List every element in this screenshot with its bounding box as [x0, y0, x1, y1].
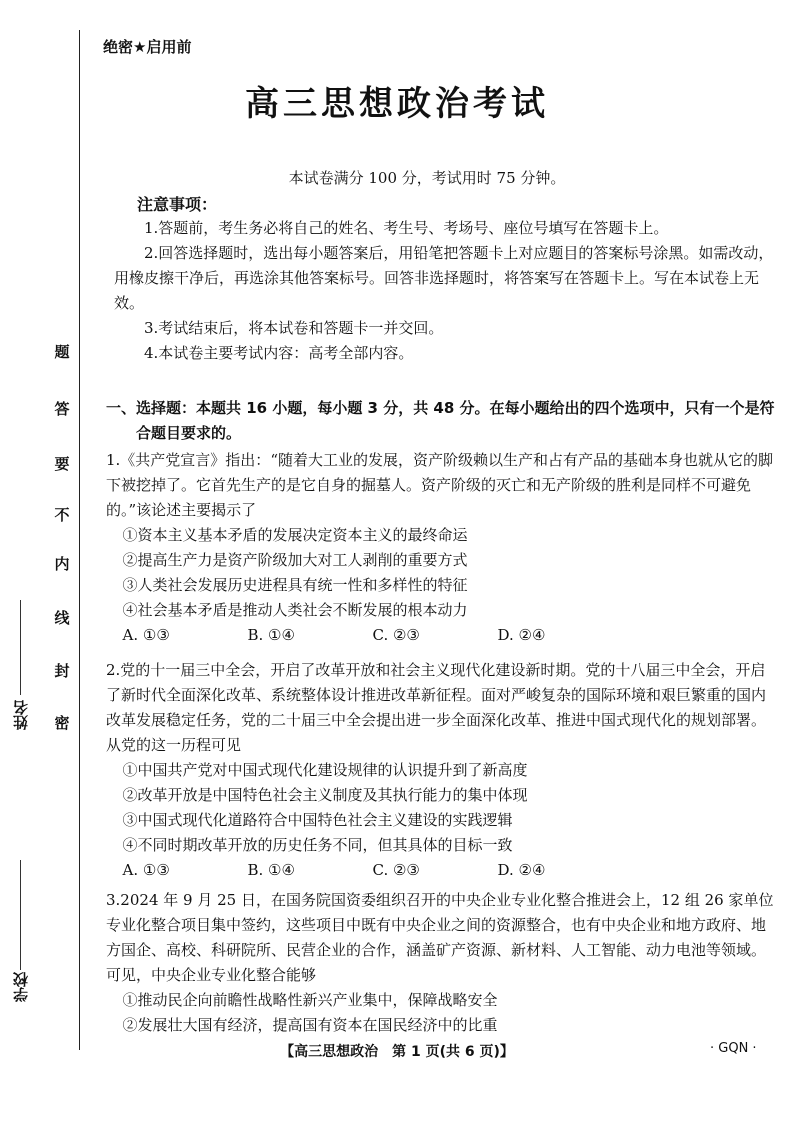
- question-3-option-1: ①推动民企向前瞻性战略性新兴产业集中，保障战略安全: [122, 991, 498, 1009]
- exam-title: 高三思想政治考试: [245, 84, 549, 124]
- notice-heading: 注意事项：: [137, 195, 218, 214]
- question-1-option-2: ②提高生产力是资产阶级加大对工人剥削的重要方式: [122, 551, 468, 569]
- question-3-option-2: ②发展壮大国有经济，提高国有资本在国民经济中的比重: [122, 1016, 498, 1034]
- paper-code: · GQN ·: [710, 1041, 757, 1056]
- notice-list: [114, 216, 774, 366]
- question-2-choice-b: B. ①④: [247, 861, 295, 879]
- question-1-choice-a: A. ①③: [122, 626, 170, 644]
- seal-char-6: 线: [54, 609, 70, 627]
- notice-item-1: 1.答题前，考生务必将自己的姓名、考生号、考场号、座位号填写在答题卡上。: [144, 219, 669, 237]
- section-line-2: 合题目要求的。: [136, 424, 242, 442]
- notice-item-4: 4.本试卷主要考试内容：高考全部内容。: [144, 344, 414, 362]
- section-line-1: 一、选择题：本题共 16 小题，每小题 3 分，共 48 分。在每小题给出的四个选项中，只有一个是符: [106, 399, 775, 417]
- question-1-option-4: ④社会基本矛盾是推动人类社会不断发展的根本动力: [122, 601, 468, 619]
- question-1: [106, 448, 778, 648]
- school-field-label: 学校: [12, 972, 30, 1002]
- secret-mark: 绝密★启用前: [103, 38, 192, 56]
- score-line: 本试卷满分 100 分，考试用时 75 分钟。: [288, 169, 566, 187]
- name-field-label: 姓名: [12, 700, 30, 730]
- question-1-choice-c: C. ②③: [372, 626, 420, 644]
- school-field-line: [20, 860, 21, 970]
- seal-char-4: 不: [54, 506, 70, 524]
- seal-char-2: 答: [54, 400, 70, 418]
- question-3: [106, 888, 778, 1038]
- question-2-choice-a: A. ①③: [122, 861, 170, 879]
- question-2-choice-d: D. ②④: [497, 861, 546, 879]
- question-2-choices: [106, 858, 778, 883]
- page-footer: 【高三思想政治 第 1 页(共 6 页)】: [280, 1044, 514, 1060]
- question-2-option-1: ①中国共产党对中国式现代化建设规律的认识提升到了新高度: [122, 761, 528, 779]
- question-1-choice-d: D. ②④: [497, 626, 546, 644]
- notice-item-3: 3.考试结束后，将本试卷和答题卡一并交回。: [144, 319, 444, 337]
- seal-char-5: 内: [54, 555, 70, 573]
- seal-char-8: 密: [54, 714, 70, 732]
- seal-char-1: 题: [54, 343, 70, 361]
- question-2-option-4: ④不同时期改革开放的历史任务不同，但其具体的目标一致: [122, 836, 513, 854]
- question-1-option-1: ①资本主义基本矛盾的发展决定资本主义的最终命运: [122, 526, 468, 544]
- school-field: [10, 972, 32, 1002]
- question-2-stem: 2.党的十一届三中全会，开启了改革开放和社会主义现代化建设新时期。党的十八届三中全会，开启了新时代全面深化改革、系统整体设计推进改革新征程。面对严峻复杂的国际环境和艰巨繁重的国内改革发展稳定任务，党的二十届三中全会提出进一步全面深化改革、推进中国式现代化的规划部署。从党的这一历程可见: [106, 661, 767, 754]
- question-1-option-3: ③人类社会发展历史进程具有统一性和多样性的特征: [122, 576, 468, 594]
- name-field: [10, 700, 32, 730]
- notice-item-2: 2.回答选择题时，选出每小题答案后，用铅笔把答题卡上对应题目的答案标号涂黑。如需改动，用橡皮擦干净后，再选涂其他答案标号。回答非选择题时，将答案写在答题卡上。写在本试卷上无效。: [114, 244, 774, 312]
- question-1-choices: [106, 623, 778, 648]
- question-2-option-3: ③中国式现代化道路符合中国特色社会主义建设的实践逻辑: [122, 811, 513, 829]
- section-heading: [106, 396, 778, 446]
- question-2: [106, 658, 778, 883]
- seal-char-7: 封: [54, 662, 70, 680]
- question-2-choice-c: C. ②③: [372, 861, 420, 879]
- question-2-option-2: ②改革开放是中国特色社会主义制度及其执行能力的集中体现: [122, 786, 528, 804]
- question-1-choice-b: B. ①④: [247, 626, 295, 644]
- seal-char-3: 要: [54, 455, 70, 473]
- question-1-stem: 1.《共产党宣言》指出：“随着大工业的发展，资产阶级赖以生产和占有产品的基础本身也就从它的脚下被挖掉了。它首先生产的是它自身的掘墓人。资产阶级的灭亡和无产阶级的胜利是同样不可避免的。”该论述主要揭示了: [106, 451, 773, 519]
- name-field-line: [20, 600, 21, 695]
- question-3-stem: 3.2024 年 9 月 25 日，在国务院国资委组织召开的中央企业专业化整合推进会上，12 组 26 家单位专业化整合项目集中签约，这些项目中既有中央企业之间的资源整合，也有中央企业和地方政府、地方国企、高校、科研院所、民营企业的合作，涵盖矿产资源、新材料、人工智能、动力电池等领域。可见，中央企业专业化整合能够: [106, 891, 774, 984]
